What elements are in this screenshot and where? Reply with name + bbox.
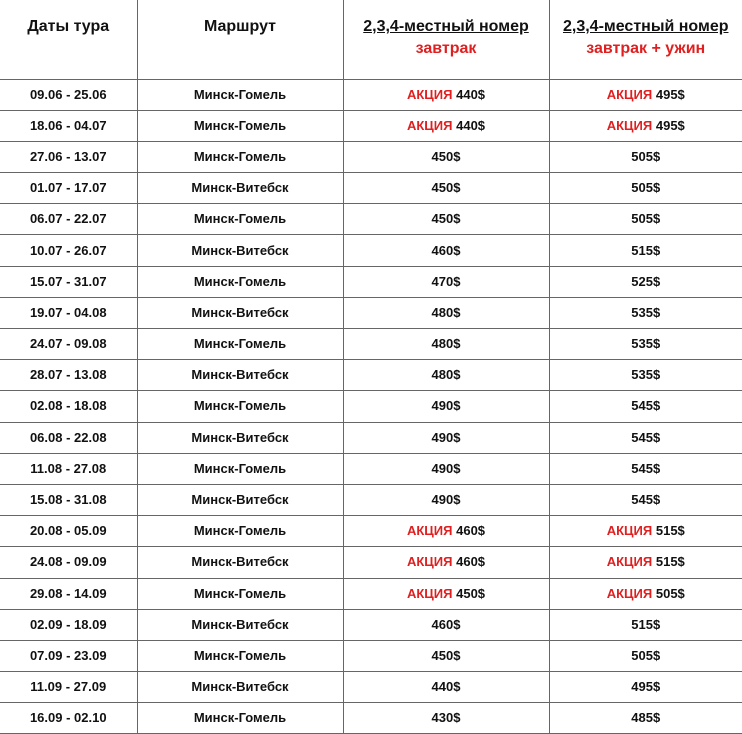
price-value: 460$ [456,554,486,570]
price-value: 450$ [431,180,461,196]
price-breakfast-dinner-cell [549,297,742,328]
route-cell: Минск-Витебск [137,173,343,204]
price-breakfast-dinner-cell [549,173,742,204]
promo-label: АКЦИЯ [606,86,653,102]
route-cell: Минск-Гомель [137,453,343,484]
tour-dates-cell: 24.08 - 09.09 [0,547,137,578]
price-value: 480$ [431,336,461,352]
table-row [0,391,742,422]
route-cell: Минск-Витебск [137,484,343,515]
price-value: 505$ [631,647,661,663]
price-value: 480$ [431,304,461,320]
price-breakfast-cell [343,110,549,141]
price-breakfast-cell [343,266,549,297]
table-row [0,672,742,703]
price-breakfast-cell [343,297,549,328]
tour-dates-cell: 07.09 - 23.09 [0,640,137,671]
table-row [0,297,742,328]
price-value: 460$ [456,523,486,539]
price-value: 460$ [431,616,461,632]
table-row [0,235,742,266]
price-value: 490$ [431,429,461,445]
price-value: 440$ [456,86,486,102]
promo-label: АКЦИЯ [406,523,453,539]
tour-dates-cell: 10.07 - 26.07 [0,235,137,266]
price-value: 525$ [631,273,661,289]
price-value: 450$ [431,211,461,227]
price-value: 460$ [431,242,461,258]
table-row [0,266,742,297]
price-value: 515$ [631,242,661,258]
price-breakfast-cell [343,640,549,671]
price-breakfast-dinner-cell [549,141,742,172]
price-breakfast-cell [343,453,549,484]
price-breakfast-cell [343,609,549,640]
price-breakfast-dinner-cell [549,516,742,547]
price-value: 450$ [456,585,486,601]
route-cell: Минск-Витебск [137,235,343,266]
route-cell: Минск-Гомель [137,266,343,297]
price-breakfast-cell [343,141,549,172]
route-cell: Минск-Витебск [137,609,343,640]
table-row [0,204,742,235]
tour-dates-cell: 28.07 - 13.08 [0,360,137,391]
table-row [0,422,742,453]
tour-dates-cell: 06.07 - 22.07 [0,204,137,235]
price-breakfast-cell [343,360,549,391]
price-breakfast-dinner-cell [549,360,742,391]
price-value: 515$ [655,554,685,570]
route-cell: Минск-Гомель [137,640,343,671]
price-breakfast-cell [343,578,549,609]
price-value: 515$ [631,616,661,632]
table-row [0,173,742,204]
price-breakfast-dinner-cell [549,391,742,422]
price-breakfast-dinner-cell [549,110,742,141]
header-breakfast [343,0,549,79]
price-breakfast-dinner-cell [549,609,742,640]
price-value: 535$ [631,367,661,383]
tour-dates-cell: 01.07 - 17.07 [0,173,137,204]
table-row [0,640,742,671]
price-breakfast-dinner-cell [549,578,742,609]
price-breakfast-cell [343,79,549,110]
tour-dates-cell: 15.07 - 31.07 [0,266,137,297]
price-value: 490$ [431,492,461,508]
price-breakfast-cell [343,204,549,235]
price-value: 545$ [631,492,661,508]
header-room-type: 2,3,4-местный номер [363,18,529,35]
tour-dates-cell: 27.06 - 13.07 [0,141,137,172]
promo-label: АКЦИЯ [606,554,653,570]
tour-dates-cell: 02.09 - 18.09 [0,609,137,640]
route-cell: Минск-Витебск [137,672,343,703]
price-value: 490$ [431,460,461,476]
price-value: 440$ [431,679,461,695]
price-value: 505$ [631,211,661,227]
table-row [0,141,742,172]
price-value: 545$ [631,398,661,414]
price-value: 430$ [431,710,461,726]
table-row [0,484,742,515]
route-cell: Минск-Витебск [137,547,343,578]
price-value: 545$ [631,460,661,476]
price-breakfast-dinner-cell [549,266,742,297]
tour-dates-cell: 15.08 - 31.08 [0,484,137,515]
table-row [0,360,742,391]
price-value: 505$ [631,148,661,164]
price-value: 505$ [655,585,685,601]
price-breakfast-dinner-cell [549,453,742,484]
tour-dates-cell: 02.08 - 18.08 [0,391,137,422]
price-value: 545$ [631,429,661,445]
tour-dates-cell: 19.07 - 04.08 [0,297,137,328]
tour-dates-cell: 24.07 - 09.08 [0,329,137,360]
price-value: 495$ [631,679,661,695]
route-cell: Минск-Гомель [137,329,343,360]
header-route: Маршрут [137,0,343,79]
table-row [0,516,742,547]
route-cell: Минск-Гомель [137,516,343,547]
price-breakfast-dinner-cell [549,204,742,235]
header-dates: Даты тура [0,0,137,79]
price-value: 515$ [655,523,685,539]
promo-label: АКЦИЯ [606,585,653,601]
route-cell: Минск-Гомель [137,578,343,609]
route-cell: Минск-Гомель [137,204,343,235]
route-cell: Минск-Витебск [137,422,343,453]
tour-dates-cell: 09.06 - 25.06 [0,79,137,110]
tour-dates-cell: 29.08 - 14.09 [0,578,137,609]
price-value: 480$ [431,367,461,383]
price-breakfast-cell [343,422,549,453]
promo-label: АКЦИЯ [606,117,653,133]
table-row [0,79,742,110]
promo-label: АКЦИЯ [406,585,453,601]
promo-label: АКЦИЯ [406,554,453,570]
tour-dates-cell: 16.09 - 02.10 [0,703,137,734]
header-row [0,0,742,79]
price-breakfast-dinner-cell [549,672,742,703]
price-value: 495$ [655,117,685,133]
tour-dates-cell: 06.08 - 22.08 [0,422,137,453]
header-breakfast-dinner [549,0,742,79]
table-row [0,453,742,484]
price-value: 490$ [431,398,461,414]
tour-dates-cell: 20.08 - 05.09 [0,516,137,547]
price-value: 485$ [631,710,661,726]
table-row [0,110,742,141]
table-row [0,547,742,578]
price-breakfast-dinner-cell [549,547,742,578]
price-breakfast-dinner-cell [549,484,742,515]
price-breakfast-cell [343,516,549,547]
route-cell: Минск-Гомель [137,391,343,422]
price-value: 505$ [631,180,661,196]
header-meal-breakfast-dinner: завтрак + ужин [586,40,706,57]
price-breakfast-cell [343,329,549,360]
route-cell: Минск-Витебск [137,297,343,328]
table-row [0,703,742,734]
route-cell: Минск-Витебск [137,360,343,391]
route-cell: Минск-Гомель [137,141,343,172]
promo-label: АКЦИЯ [606,523,653,539]
price-value: 450$ [431,647,461,663]
table-row [0,578,742,609]
price-breakfast-dinner-cell [549,422,742,453]
price-value: 535$ [631,336,661,352]
route-cell: Минск-Гомель [137,79,343,110]
price-breakfast-dinner-cell [549,640,742,671]
price-breakfast-dinner-cell [549,329,742,360]
price-breakfast-cell [343,547,549,578]
promo-label: АКЦИЯ [406,86,453,102]
header-meal-breakfast: завтрак [415,40,477,57]
route-cell: Минск-Гомель [137,110,343,141]
promo-label: АКЦИЯ [406,117,453,133]
price-breakfast-cell [343,235,549,266]
price-value: 535$ [631,304,661,320]
price-breakfast-dinner-cell [549,235,742,266]
tour-dates-cell: 11.08 - 27.08 [0,453,137,484]
price-breakfast-cell [343,173,549,204]
price-value: 470$ [431,273,461,289]
price-breakfast-cell [343,672,549,703]
price-breakfast-dinner-cell [549,79,742,110]
table-row [0,609,742,640]
price-value: 440$ [456,117,486,133]
price-breakfast-dinner-cell [549,703,742,734]
table-body [0,79,742,734]
table-row [0,329,742,360]
header-room-type: 2,3,4-местный номер [562,18,729,35]
price-value: 495$ [655,86,685,102]
price-breakfast-cell [343,703,549,734]
route-cell: Минск-Гомель [137,703,343,734]
price-breakfast-cell [343,391,549,422]
tour-dates-cell: 18.06 - 04.07 [0,110,137,141]
price-value: 450$ [431,148,461,164]
price-breakfast-cell [343,484,549,515]
tour-dates-cell: 11.09 - 27.09 [0,672,137,703]
